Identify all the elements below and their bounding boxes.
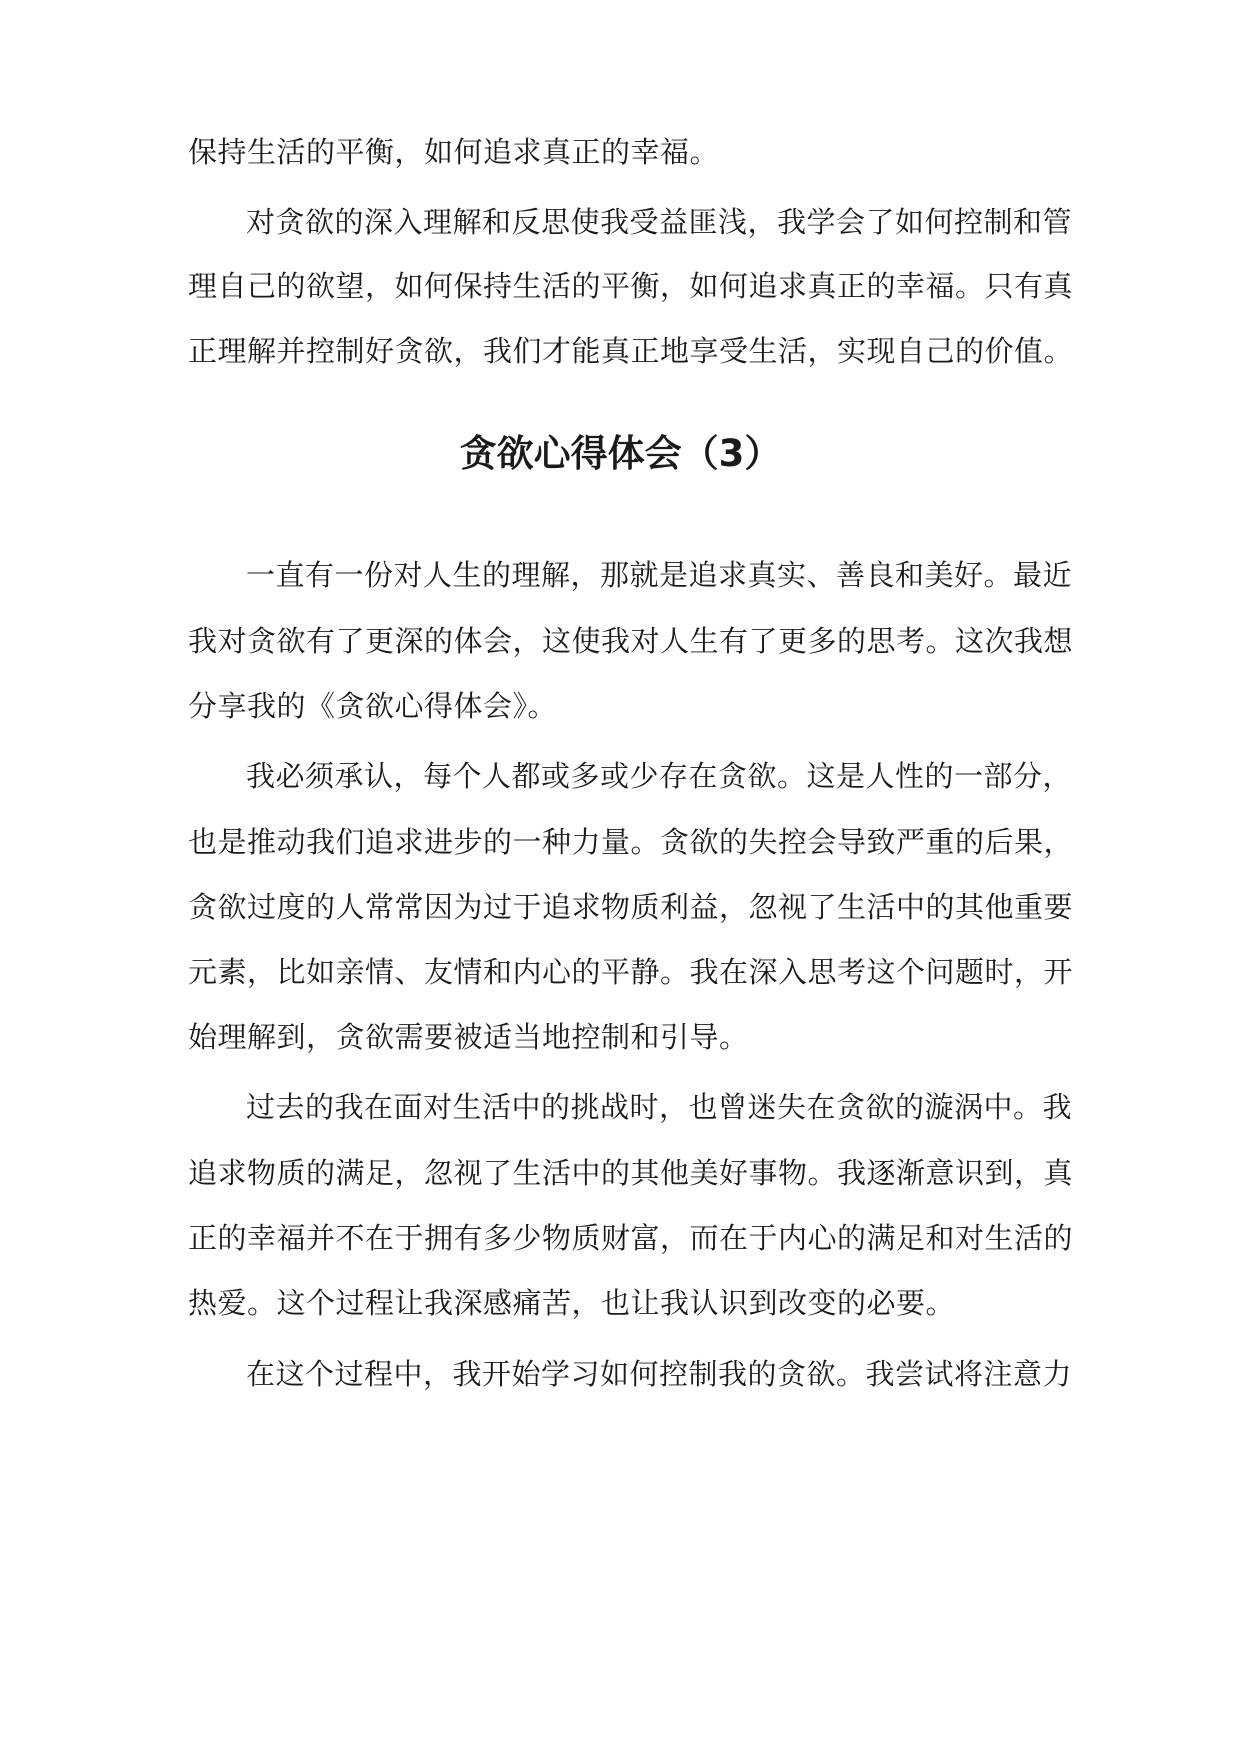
text-line: 我对贪欲有了更深的体会，这使我对人生有了更多的思考。这次我想 [188, 624, 1074, 658]
text-line: 正理解并控制好贪欲，我们才能真正地享受生活，实现自己的价值。 [188, 334, 1074, 368]
text-line: 也是推动我们追求进步的一种力量。贪欲的失控会导致严重的后果， [188, 825, 1074, 859]
text-line: 在这个过程中，我开始学习如何控制我的贪欲。我尝试将注意力 [246, 1357, 1073, 1391]
text-line: 始理解到，贪欲需要被适当地控制和引导。 [188, 1020, 749, 1054]
text-line: 元素，比如亲情、友情和内心的平静。我在深入思考这个问题时，开 [188, 955, 1074, 989]
text-line: 一直有一份对人生的理解，那就是追求真实、善良和美好。最近 [246, 558, 1073, 592]
text-line: 正的幸福并不在于拥有多少物质财富，而在于内心的满足和对生活的 [188, 1221, 1074, 1255]
text-line: 热爱。这个过程让我深感痛苦，也让我认识到改变的必要。 [188, 1286, 956, 1320]
text-line: 理自己的欲望，如何保持生活的平衡，如何追求真正的幸福。只有真 [188, 269, 1074, 303]
text-line: 贪欲过度的人常常因为过于追求物质利益，忽视了生活中的其他重要 [188, 890, 1074, 924]
text-line: 我必须承认，每个人都或多或少存在贪欲。这是人性的一部分， [246, 759, 1073, 793]
text-line: 分享我的《贪欲心得体会》。 [188, 689, 558, 723]
text-line: 保持生活的平衡，如何追求真正的幸福。 [188, 135, 720, 169]
section-title: 贪欲心得体会（3） [459, 432, 782, 475]
text-line: 追求物质的满足，忽视了生活中的其他美好事物。我逐渐意识到，真 [188, 1156, 1074, 1190]
text-line: 对贪欲的深入理解和反思使我受益匪浅，我学会了如何控制和管 [246, 205, 1073, 239]
text-line: 过去的我在面对生活中的挑战时，也曾迷失在贪欲的漩涡中。我 [246, 1090, 1073, 1124]
